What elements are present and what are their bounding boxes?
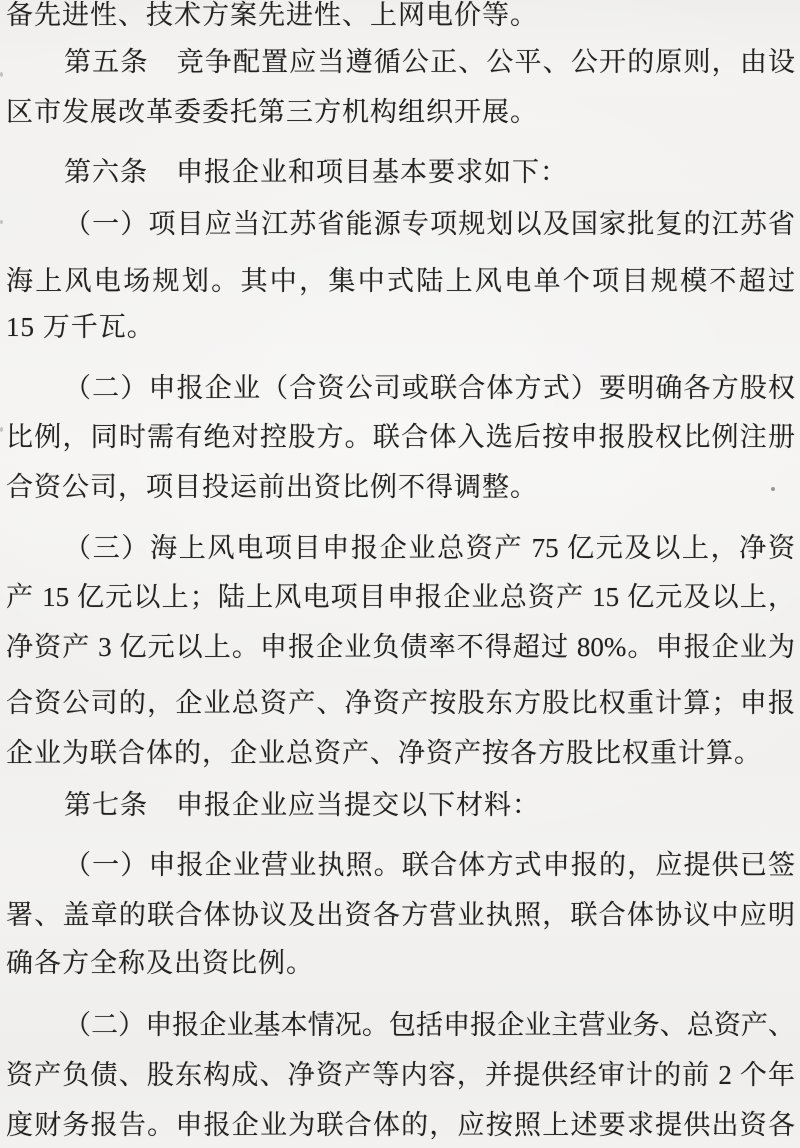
scan-speck xyxy=(0,220,3,224)
text-line: 度财务报告。申报企业为联合体的，应按照上述要求提供出资各 xyxy=(6,1110,795,1140)
text-line: （一）项目应当江苏省能源专项规划以及国家批复的江苏省 xyxy=(64,209,795,239)
text-line: 署、盖章的联合体协议及出资各方营业执照，联合体协议中应明 xyxy=(6,900,795,930)
text-line: 比例，同时需有绝对控股方。联合体入选后按申报股权比例注册 xyxy=(6,422,795,452)
text-line: （二）申报企业基本情况。包括申报企业主营业务、总资产、 xyxy=(64,1010,795,1040)
text-line: 海上风电场规划。其中，集中式陆上风电单个项目规模不超过 xyxy=(6,266,795,296)
text-line: 第六条 申报企业和项目基本要求如下： xyxy=(64,157,568,187)
text-line: 企业为联合体的，企业总资产、净资产按各方股比权重计算。 xyxy=(6,738,762,768)
text-line: 合资公司的，企业总资产、净资产按股东方股比权重计算；申报 xyxy=(6,688,795,718)
text-line: （二）申报企业（合资公司或联合体方式）要明确各方股权 xyxy=(64,373,795,403)
scan-speck xyxy=(0,72,3,77)
text-line: 区市发展改革委委托第三方机构组织开展。 xyxy=(6,97,538,127)
text-line: 资产负债、股东构成、净资产等内容，并提供经审计的前 2 个年 xyxy=(6,1060,795,1090)
text-line: 确各方全称及出资比例。 xyxy=(6,948,314,978)
text-line: （一）申报企业营业执照。联合体方式申报的，应提供已签 xyxy=(64,850,795,880)
scan-speck xyxy=(771,487,775,491)
scan-speck xyxy=(0,427,3,432)
text-line: 15 万千瓦。 xyxy=(6,312,155,342)
text-line: 第五条 竞争配置应当遵循公正、公平、公开的原则，由设 xyxy=(64,47,795,77)
text-line: 产 15 亿元以上；陆上风电项目申报企业总资产 15 亿元及以上， xyxy=(6,582,795,612)
text-line: 净资产 3 亿元以上。申报企业负债率不得超过 80%。申报企业为 xyxy=(6,632,795,662)
text-line: 合资公司，项目投运前出资比例不得调整。 xyxy=(6,472,538,502)
text-line: （三）海上风电项目申报企业总资产 75 亿元及以上，净资 xyxy=(64,533,795,563)
text-line: 备先进性、技术方案先进性、上网电价等。 xyxy=(6,0,538,30)
text-line: 第七条 申报企业应当提交以下材料： xyxy=(64,790,540,820)
